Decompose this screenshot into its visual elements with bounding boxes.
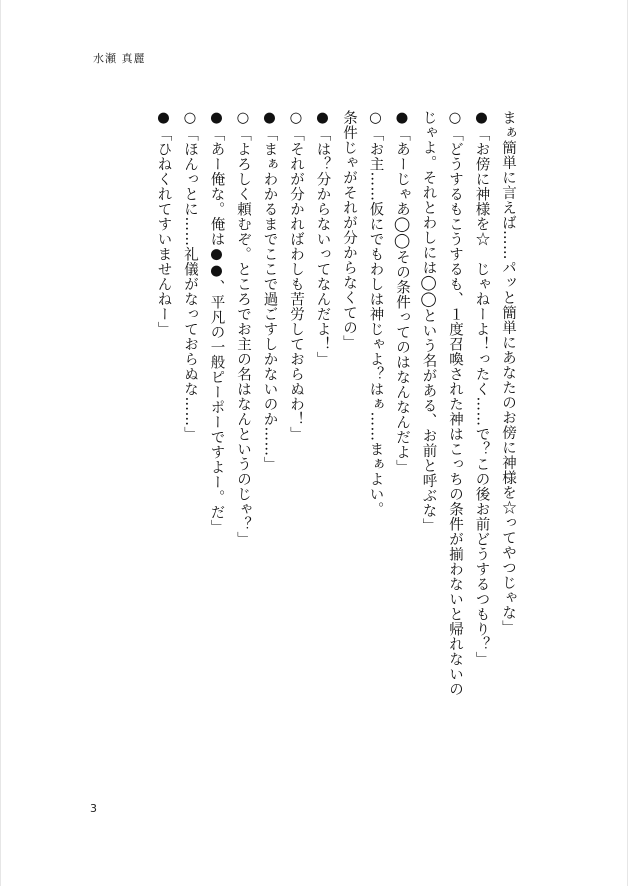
text-line: ●「あーじゃあ◯◯その条件ってのはなんなんだよ」 [394,110,410,475]
text-line: ●「は？分からないってなんだよ！」 [314,110,331,367]
text-line: ●「ひねくれてすいませんねー」 [155,110,172,337]
page-number: 3 [90,802,97,815]
vertical-body-text [150,110,521,730]
text-line: ○「どうするもこうするも、１度召喚された神はこっちの条件が揃わないと帰れないの [447,110,463,697]
text-line: ○「それが分かればわしも苦労しておらぬわ！」 [288,110,304,442]
text-line: じゃよ。それとわしには◯◯という名がある、お前と呼ぶな」 [420,110,437,533]
text-line: 条件じゃがそれが分からなくての」 [341,110,357,350]
text-line: ○「よろしく頼むぞ。ところでお主の名はなんというのじゃ？」 [235,110,251,547]
text-line: ○「お主……仮にでもわしは神じゃよ？はぁ……まぁよい。 [367,110,384,517]
text-line: ●「お傍に神様を☆ じゃねーよ！ったく……で？この後お前どうするつもり？」 [473,110,490,667]
author-name: 水瀬 真麗 [93,52,146,65]
text-line: ●「あー俺な。俺は●●、平凡の一般ピーポーですよー。だ」 [208,110,225,535]
text-line: ○「ほんっとに……礼儀がなっておらぬな……」 [182,110,198,442]
text-line: ●「まぁわかるまでここで過ごすしかないのか……」 [261,110,278,472]
text-line: まぁ簡単に言えば……パッと簡単にあなたのお傍に神様を☆ってやつじゃな」 [500,110,516,635]
